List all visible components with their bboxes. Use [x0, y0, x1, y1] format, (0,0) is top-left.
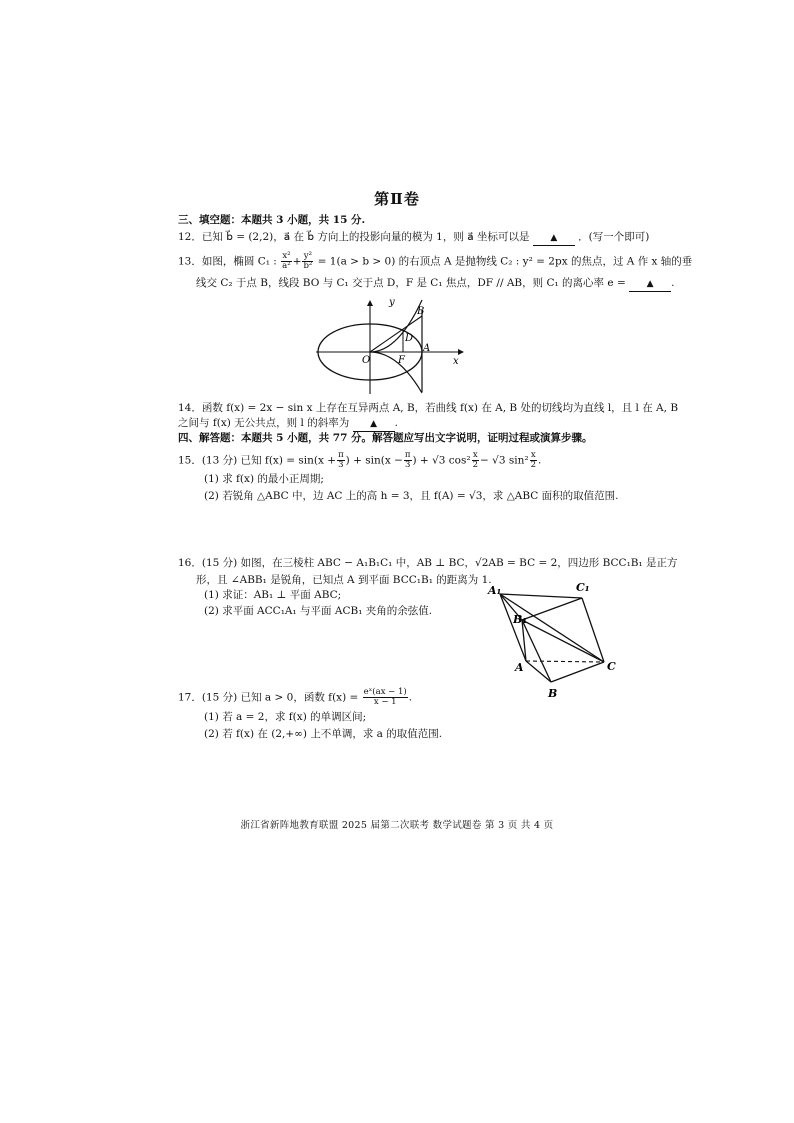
answer-blank [629, 276, 671, 292]
label-x: x [453, 356, 459, 367]
label-y: y [389, 297, 395, 308]
question-15-line1: 15．(13 分) 已知 f(x) = sin(x + $\frac{\pi}{3}$ ) + sin(x − $\frac{\pi}{3}$ ) + √3 cos² $\frac{x}{2}$ − √3 sin² $\frac{x}{2}$ . [178, 450, 542, 470]
section4-header: 四、解答题：本题共 5 小题，共 77 分。解答题应写出文字说明，证明过程或演算步骤。 [178, 432, 593, 444]
question-14-line1: 14．函数 f(x) = 2x − sin x 上存在互异两点 A, B，若曲线 f(x) 在 A, B 处的切线均为直线 l，且 l 在 A, B [178, 402, 679, 414]
question-14-line2: 之间与 f(x) 无公共点，则 l 的斜率为 ▲ . [178, 416, 398, 432]
label-B: B [417, 306, 425, 317]
question-13-line2: 线交 C₂ 于点 B，线段 BO 与 C₁ 交于点 D，F 是 C₁ 焦点，DF // AB，则 C₁ 的离心率 e = ▲ . [196, 276, 674, 292]
label-B1: B₁ [513, 613, 528, 626]
label-D: D [405, 333, 414, 344]
answer-triangle-icon: ▲ [370, 419, 378, 429]
label-B: B [548, 687, 558, 700]
triangular-prism-figure [486, 578, 626, 703]
q13-line2-text: 线交 C₂ 于点 B，线段 BO 与 C₁ 交于点 D，F 是 C₁ 焦点，DF // AB，则 C₁ 的离心率 e = [196, 277, 626, 289]
question-16-line1: 16．(15 分) 如图，在三棱柱 ABC − A₁B₁C₁ 中，AB ⊥ BC，√2AB = BC = 2，四边形 BCC₁B₁ 是正方 [178, 557, 678, 569]
question-17-sub1: (1) 若 a = 2，求 f(x) 的单调区间; [204, 711, 367, 723]
fraction-x-2: $\frac{x}{2}$ [472, 450, 478, 470]
ellipse-parabola-figure [310, 296, 480, 396]
q12-after: ．(写一个即可) [578, 231, 650, 243]
question-16-line2: 形，且 ∠ABB₁ 是锐角，已知点 A 到平面 BCC₁B₁ 的距离为 1. [196, 574, 492, 586]
fraction-exp: $\frac{\text{eˣ(ax − 1)}}{x - 1}$ [363, 687, 407, 707]
fraction-x2-a2: $\frac{\text{x²}}{\text{a²}}$ [282, 251, 291, 271]
fraction-x-2: $\frac{x}{2}$ [530, 450, 536, 470]
page-footer: 浙江省新阵地教育联盟 2025 届第二次联考 数学试题卷 第 3 页 共 4 页 [240, 820, 554, 831]
label-C1: C₁ [576, 581, 590, 594]
label-O: O [362, 355, 371, 366]
label-A: A [423, 343, 431, 354]
fraction-pi-3: $\frac{\pi}{3}$ [338, 450, 344, 470]
answer-blank [533, 230, 575, 246]
q13-pre: 13．如图，椭圆 C₁ : [178, 255, 277, 268]
question-15-sub1: (1) 求 f(x) 的最小正周期; [204, 473, 324, 485]
fraction-y2-b2: $\frac{\text{y²}}{\text{b²}}$ [303, 251, 313, 271]
answer-triangle-icon: ▲ [646, 279, 654, 289]
question-12 [178, 230, 649, 246]
label-F: F [398, 355, 405, 366]
label-A: A [515, 661, 524, 674]
answer-blank [353, 416, 395, 432]
question-15-sub2: (2) 若锐角 △ABC 中，边 AC 上的高 h = 3，且 f(A) = √3，求 △ABC 面积的取值范围. [204, 490, 619, 502]
answer-triangle-icon: ▲ [550, 233, 558, 243]
question-16-sub1: (1) 求证：AB₁ ⊥ 平面 ABC; [204, 589, 342, 601]
q14-line2-text: 之间与 f(x) 无公共点，则 l 的斜率为 [178, 417, 350, 429]
page-title: 第Ⅱ卷 [374, 190, 420, 208]
fraction-pi-3: $\frac{\pi}{3}$ [404, 450, 411, 470]
question-16-sub2: (2) 求平面 ACC₁A₁ 与平面 ACB₁ 夹角的余弦值. [204, 605, 433, 617]
q12-text: 12．已知 b⃗ = (2,2)，a⃗ 在 b⃗ 方向上的投影向量的模为 1，则 a⃗ 坐标可以是 [178, 231, 530, 243]
q13-post: = 1(a > b > 0) 的右顶点 A 是抛物线 C₂ : y² = 2px 的焦点，过 A 作 x 轴的垂 [317, 255, 693, 268]
label-C: C [607, 660, 616, 673]
question-17-sub2: (2) 若 f(x) 在 (2,+∞) 上不单调，求 a 的取值范围. [204, 728, 443, 740]
section3-header: 三、填空题：本题共 3 小题，共 15 分. [178, 214, 366, 226]
label-A1: A₁ [488, 584, 502, 597]
question-13-line1: 13．如图，椭圆 C₁ : $\frac{\text{x²}}{\text{a²}}$ + $\frac{\text{y²}}{\text{b²}}$ = 1(a > b > 0) 的右顶点 A 是抛物线 C₂ : y² = 2px 的焦点，过 A 作 x 轴的垂 [178, 251, 693, 271]
question-17-line1: 17．(15 分) 已知 a > 0，函数 f(x) = $\frac{\text{eˣ(ax − 1)}}{x - 1}$ . [178, 687, 413, 707]
